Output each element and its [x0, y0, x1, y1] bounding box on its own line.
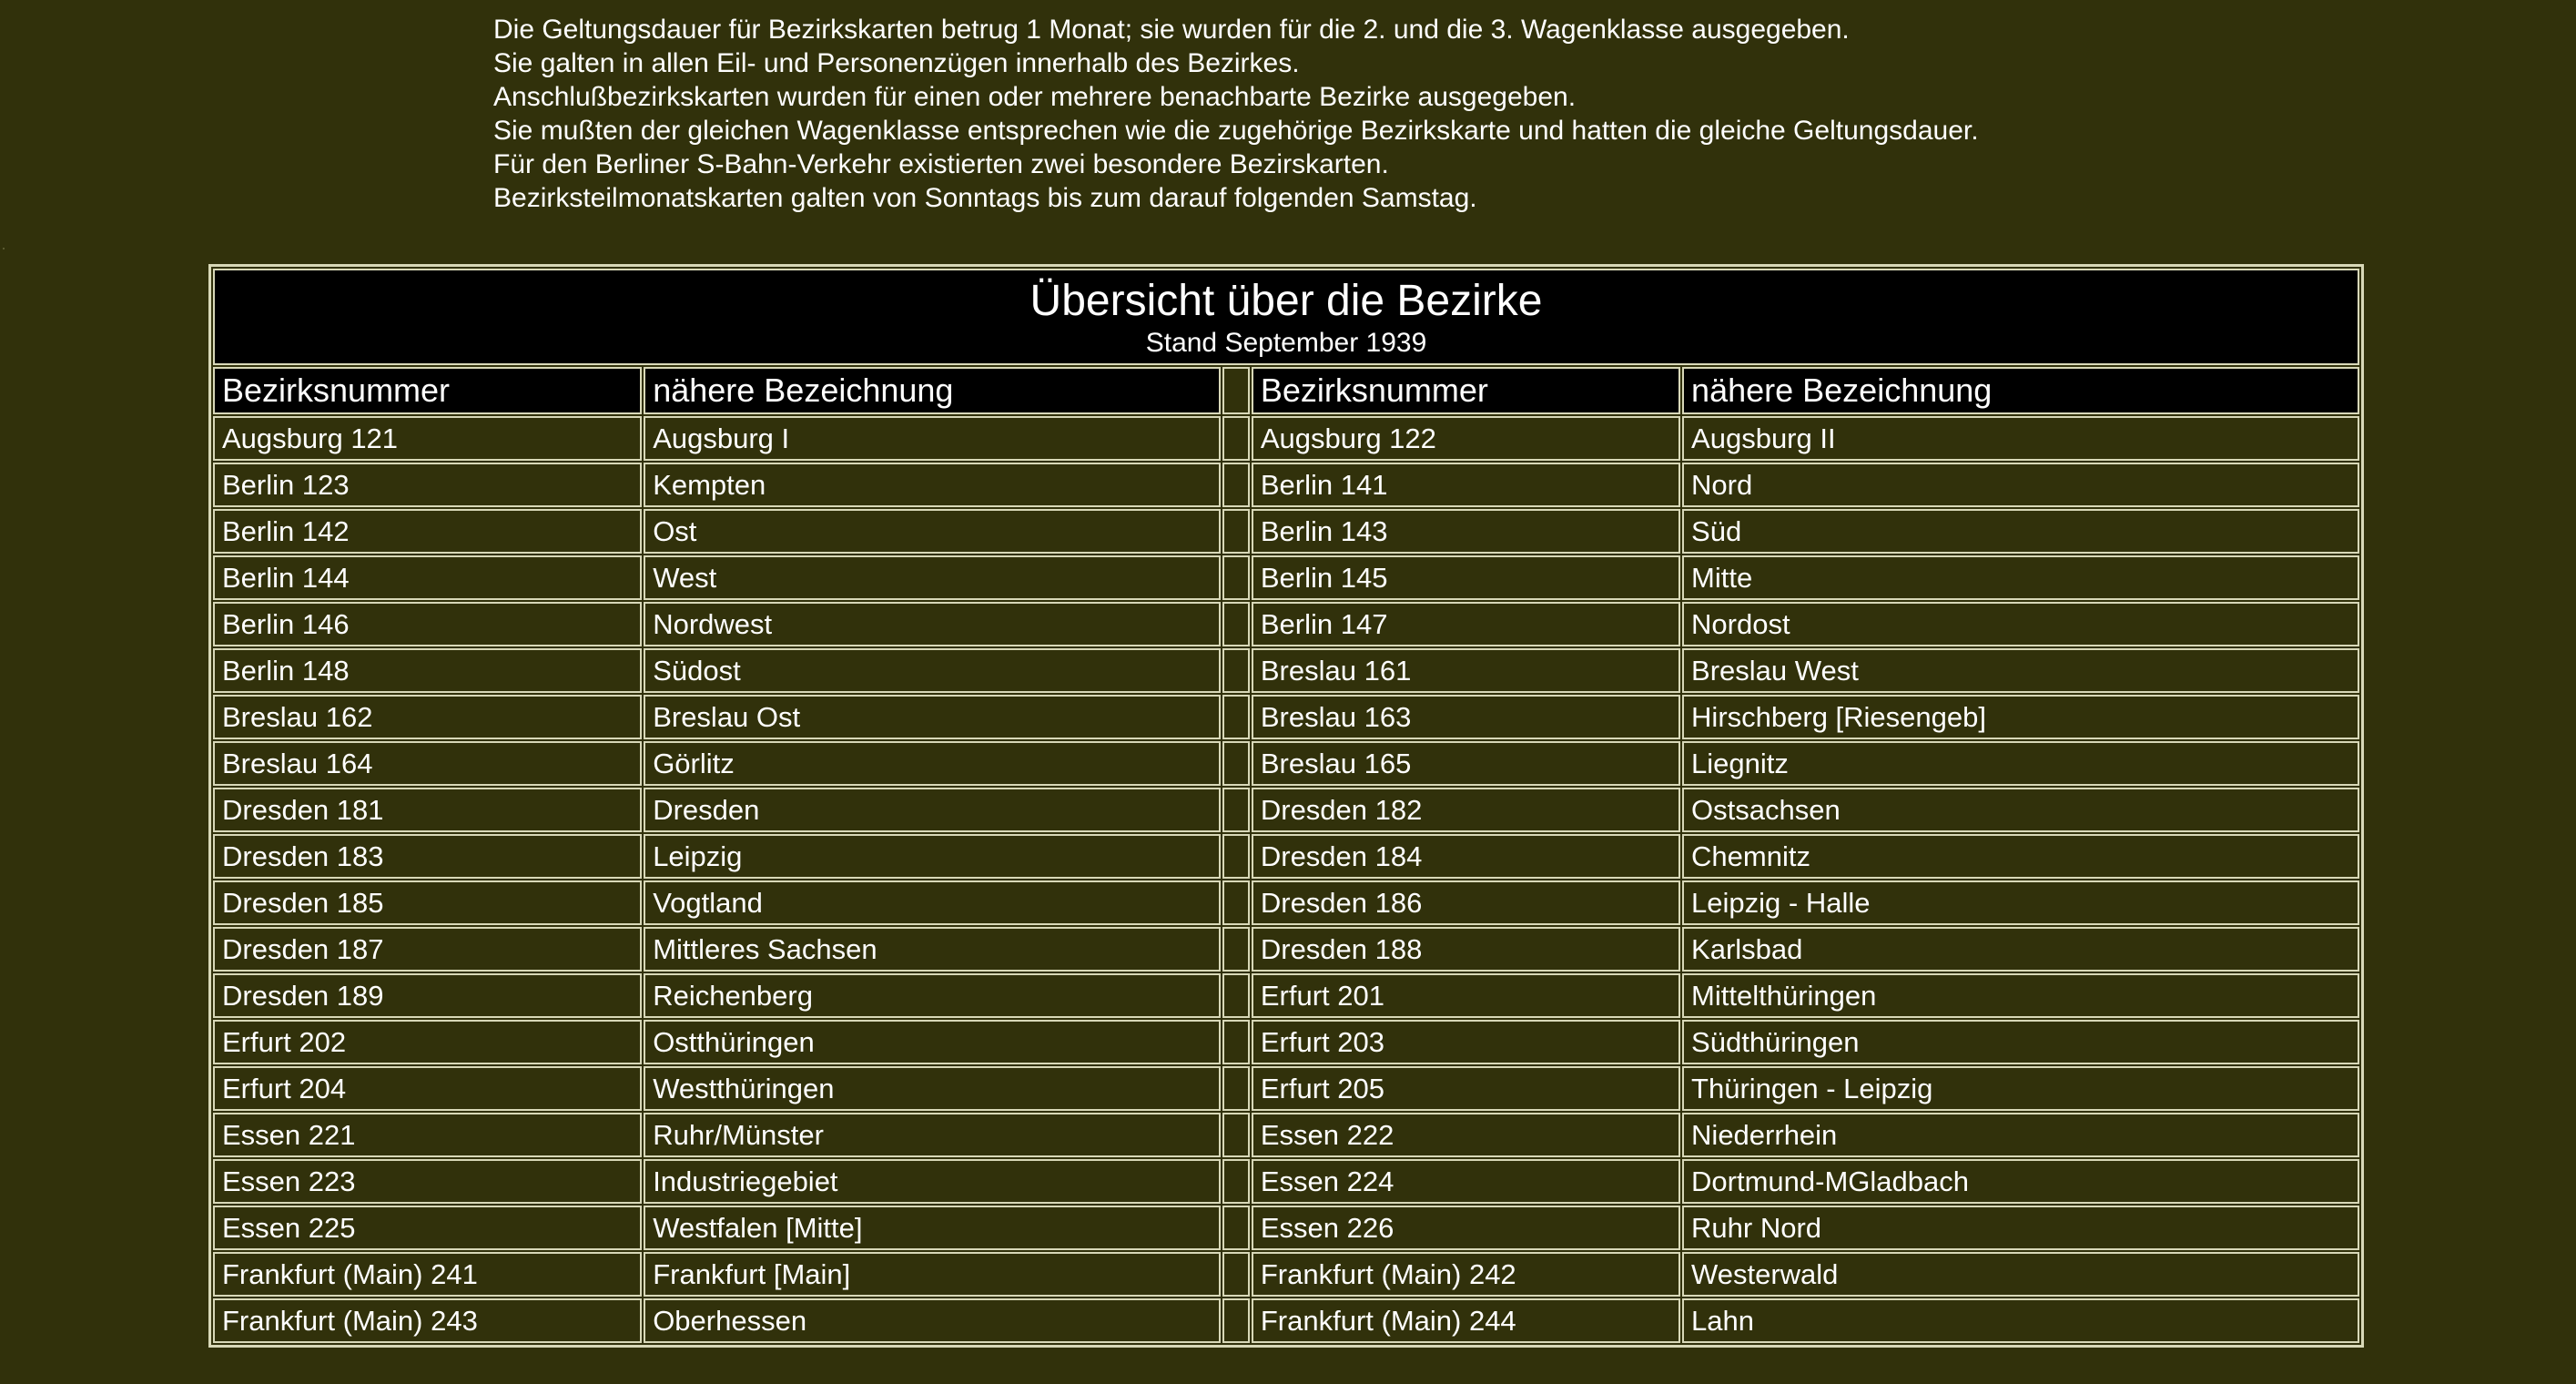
intro-line: Sie galten in allen Eil- und Personenzügen innerhalb des Bezirkes.	[493, 48, 1300, 78]
district-number-right: Berlin 147	[1252, 602, 1680, 646]
table-row	[213, 695, 2359, 739]
table-row	[213, 1113, 2359, 1157]
district-name-right: Hirschberg [Riesengeb]	[1682, 695, 2359, 739]
district-name-right: Mitte	[1682, 555, 2359, 600]
district-number-right: Augsburg 122	[1252, 416, 1680, 461]
column-gap	[1222, 927, 1250, 972]
intro-line: Anschlußbezirkskarten wurden für einen oder mehrere benachbarte Bezirke ausgegeben.	[493, 82, 1577, 112]
intro-line: Sie mußten der gleichen Wagenklasse entsprechen wie die zugehörige Bezirkskarte und hatten die gleiche Geltungsdauer.	[493, 116, 1979, 146]
table-row	[213, 463, 2359, 507]
intro-text	[493, 13, 2314, 215]
district-name-left: Nordwest	[644, 602, 1221, 646]
district-number-right: Frankfurt (Main) 242	[1252, 1252, 1680, 1297]
district-name-left: Leipzig	[644, 834, 1221, 879]
district-name-left: Frankfurt [Main]	[644, 1252, 1221, 1297]
district-number-left: Erfurt 204	[213, 1066, 642, 1111]
table-row	[213, 880, 2359, 925]
district-number-right: Dresden 182	[1252, 788, 1680, 832]
district-number-right: Dresden 188	[1252, 927, 1680, 972]
district-number-left: Dresden 185	[213, 880, 642, 925]
district-number-right: Breslau 161	[1252, 648, 1680, 693]
district-number-left: Augsburg 121	[213, 416, 642, 461]
bezirke-table	[208, 264, 2364, 1348]
district-name-left: Breslau Ost	[644, 695, 1221, 739]
district-name-left: Industriegebiet	[644, 1159, 1221, 1204]
table-row	[213, 1206, 2359, 1250]
district-number-right: Essen 226	[1252, 1206, 1680, 1250]
district-number-left: Dresden 183	[213, 834, 642, 879]
column-header-left-number: Bezirksnummer	[213, 367, 642, 414]
district-name-right: Südthüringen	[1682, 1020, 2359, 1064]
district-number-right: Essen 222	[1252, 1113, 1680, 1157]
column-gap	[1222, 1113, 1250, 1157]
district-name-right: Ruhr Nord	[1682, 1206, 2359, 1250]
table-row	[213, 509, 2359, 554]
table-row	[213, 1252, 2359, 1297]
column-gap	[1222, 509, 1250, 554]
column-gap	[1222, 1066, 1250, 1111]
decorative-dot	[3, 248, 5, 249]
column-gap	[1222, 416, 1250, 461]
district-number-left: Breslau 162	[213, 695, 642, 739]
column-gap	[1222, 1252, 1250, 1297]
district-number-right: Dresden 186	[1252, 880, 1680, 925]
column-gap	[1222, 367, 1250, 414]
column-gap	[1222, 648, 1250, 693]
district-name-left: Görlitz	[644, 741, 1221, 786]
district-name-right: Nordost	[1682, 602, 2359, 646]
district-name-left: Ruhr/Münster	[644, 1113, 1221, 1157]
table-row	[213, 741, 2359, 786]
table-row	[213, 788, 2359, 832]
district-number-left: Dresden 181	[213, 788, 642, 832]
district-name-right: Westerwald	[1682, 1252, 2359, 1297]
district-name-left: Ostthüringen	[644, 1020, 1221, 1064]
table-row	[213, 834, 2359, 879]
column-gap	[1222, 695, 1250, 739]
column-gap	[1222, 788, 1250, 832]
table-caption	[213, 269, 2359, 365]
district-name-right: Ostsachsen	[1682, 788, 2359, 832]
table-row	[213, 555, 2359, 600]
district-name-right: Breslau West	[1682, 648, 2359, 693]
district-name-right: Nord	[1682, 463, 2359, 507]
column-gap	[1222, 602, 1250, 646]
column-gap	[1222, 1206, 1250, 1250]
district-name-right: Niederrhein	[1682, 1113, 2359, 1157]
table-row	[213, 602, 2359, 646]
district-number-left: Berlin 123	[213, 463, 642, 507]
table-row	[213, 973, 2359, 1018]
table-row	[213, 416, 2359, 461]
table-row	[213, 1159, 2359, 1204]
district-name-right: Augsburg II	[1682, 416, 2359, 461]
district-name-left: Kempten	[644, 463, 1221, 507]
column-header-right-name: nähere Bezeichnung	[1682, 367, 2359, 414]
table-title: Übersicht über die Bezirke	[1029, 277, 1543, 325]
table-row	[213, 927, 2359, 972]
table-row	[213, 1298, 2359, 1343]
district-number-right: Frankfurt (Main) 244	[1252, 1298, 1680, 1343]
column-gap	[1222, 880, 1250, 925]
district-number-right: Berlin 143	[1252, 509, 1680, 554]
district-name-right: Karlsbad	[1682, 927, 2359, 972]
column-gap	[1222, 1298, 1250, 1343]
table-row	[213, 1066, 2359, 1111]
district-name-left: Westfalen [Mitte]	[644, 1206, 1221, 1250]
district-name-left: Augsburg I	[644, 416, 1221, 461]
column-header-left-name: nähere Bezeichnung	[644, 367, 1221, 414]
column-gap	[1222, 973, 1250, 1018]
district-name-right: Süd	[1682, 509, 2359, 554]
district-name-left: Vogtland	[644, 880, 1221, 925]
district-number-left: Dresden 187	[213, 927, 642, 972]
district-name-left: Dresden	[644, 788, 1221, 832]
district-name-right: Mittelthüringen	[1682, 973, 2359, 1018]
district-number-left: Essen 221	[213, 1113, 642, 1157]
district-name-left: Oberhessen	[644, 1298, 1221, 1343]
district-name-right: Liegnitz	[1682, 741, 2359, 786]
table-body	[213, 416, 2359, 1343]
district-name-left: Westthüringen	[644, 1066, 1221, 1111]
district-name-left: Mittleres Sachsen	[644, 927, 1221, 972]
district-number-left: Berlin 144	[213, 555, 642, 600]
column-gap	[1222, 1020, 1250, 1064]
column-gap	[1222, 1159, 1250, 1204]
district-name-right: Dortmund-MGladbach	[1682, 1159, 2359, 1204]
table-row	[213, 648, 2359, 693]
district-name-left: West	[644, 555, 1221, 600]
intro-line: Bezirksteilmonatskarten galten von Sonntags bis zum darauf folgenden Samstag.	[493, 183, 1477, 213]
column-header-row	[213, 367, 2359, 414]
district-number-left: Berlin 142	[213, 509, 642, 554]
district-number-right: Erfurt 201	[1252, 973, 1680, 1018]
district-name-left: Reichenberg	[644, 973, 1221, 1018]
intro-line: Für den Berliner S-Bahn-Verkehr existierten zwei besondere Bezirskarten.	[493, 149, 1389, 179]
column-gap	[1222, 555, 1250, 600]
district-number-right: Berlin 145	[1252, 555, 1680, 600]
district-name-left: Südost	[644, 648, 1221, 693]
district-number-left: Berlin 146	[213, 602, 642, 646]
district-number-right: Erfurt 205	[1252, 1066, 1680, 1111]
table-row	[213, 1020, 2359, 1064]
column-gap	[1222, 741, 1250, 786]
district-number-left: Frankfurt (Main) 241	[213, 1252, 642, 1297]
table-subtitle: Stand September 1939	[1145, 328, 1427, 358]
district-name-right: Chemnitz	[1682, 834, 2359, 879]
column-header-right-number: Bezirksnummer	[1252, 367, 1680, 414]
district-name-right: Leipzig - Halle	[1682, 880, 2359, 925]
district-number-left: Erfurt 202	[213, 1020, 642, 1064]
column-gap	[1222, 463, 1250, 507]
district-number-right: Essen 224	[1252, 1159, 1680, 1204]
district-number-left: Essen 225	[213, 1206, 642, 1250]
district-number-right: Dresden 184	[1252, 834, 1680, 879]
district-number-left: Breslau 164	[213, 741, 642, 786]
district-number-left: Essen 223	[213, 1159, 642, 1204]
column-gap	[1222, 834, 1250, 879]
district-number-left: Dresden 189	[213, 973, 642, 1018]
district-number-left: Berlin 148	[213, 648, 642, 693]
district-number-right: Breslau 165	[1252, 741, 1680, 786]
district-number-right: Breslau 163	[1252, 695, 1680, 739]
intro-line: Die Geltungsdauer für Bezirkskarten betrug 1 Monat; sie wurden für die 2. und die 3. Wagenklasse ausgegeben.	[493, 15, 1850, 45]
district-name-right: Thüringen - Leipzig	[1682, 1066, 2359, 1111]
district-number-right: Erfurt 203	[1252, 1020, 1680, 1064]
district-number-right: Berlin 141	[1252, 463, 1680, 507]
district-name-left: Ost	[644, 509, 1221, 554]
district-number-left: Frankfurt (Main) 243	[213, 1298, 642, 1343]
district-name-right: Lahn	[1682, 1298, 2359, 1343]
